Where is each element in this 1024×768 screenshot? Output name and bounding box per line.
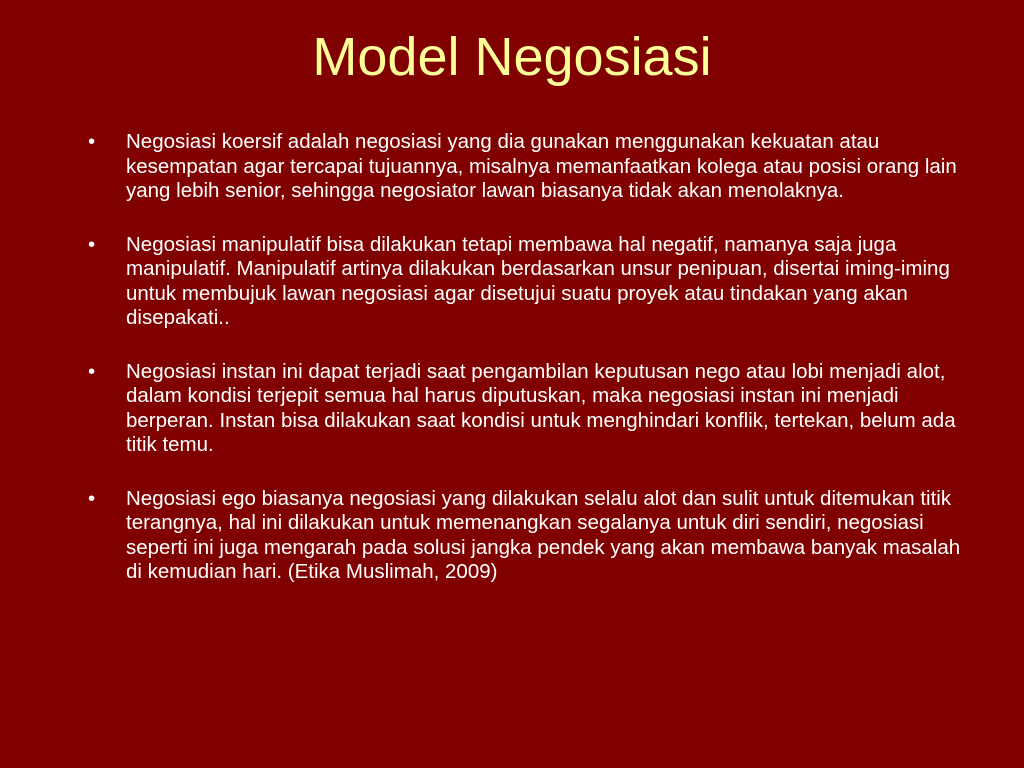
- bullet-text: Negosiasi koersif adalah negosiasi yang dia gunakan menggunakan kekuatan atau kesempatan agar tercapai tujuannya, misalnya memanfaatkan kolega atau posisi orang lain yang lebih senior, sehingga negosiator lawan biasanya tidak akan menolaknya.: [126, 130, 957, 202]
- bullet-icon: •: [88, 232, 96, 256]
- bullet-text: Negosiasi manipulatif bisa dilakukan tetapi membawa hal negatif, namanya saja juga manipulatif. Manipulatif artinya dilakukan berdasarkan unsur penipuan, disertai iming-iming untuk membujuk lawan negosiasi agar disetujui suatu proyek atau tindakan yang akan disepakati..: [126, 232, 950, 329]
- bullet-item: [88, 233, 968, 331]
- bullet-item: [88, 130, 968, 204]
- bullet-item: [88, 487, 968, 585]
- bullet-icon: •: [88, 359, 96, 383]
- bullet-icon: •: [88, 486, 96, 510]
- bullet-list: [88, 130, 968, 614]
- slide-title: Model Negosiasi: [312, 27, 712, 87]
- bullet-icon: •: [88, 130, 96, 153]
- bullet-text: Negosiasi instan ini dapat terjadi saat pengambilan keputusan nego atau lobi menjadi alot, dalam kondisi terjepit semua hal harus diputuskan, maka negosiasi instan ini menjadi berperan. Instan bisa dilakukan saat kondisi untuk menghindari konflik, tertekan, belum ada titik temu.: [126, 359, 956, 456]
- bullet-text: Negosiasi ego biasanya negosiasi yang dilakukan selalu alot dan sulit untuk ditemukan titik terangnya, hal ini dilakukan untuk memenangkan segalanya untuk diri sendiri, negosiasi seperti ini juga mengarah pada solusi jangka pendek yang akan membawa banyak masalah di kemudian hari. (Etika Muslimah, 2009): [126, 486, 961, 583]
- bullet-item: [88, 360, 968, 458]
